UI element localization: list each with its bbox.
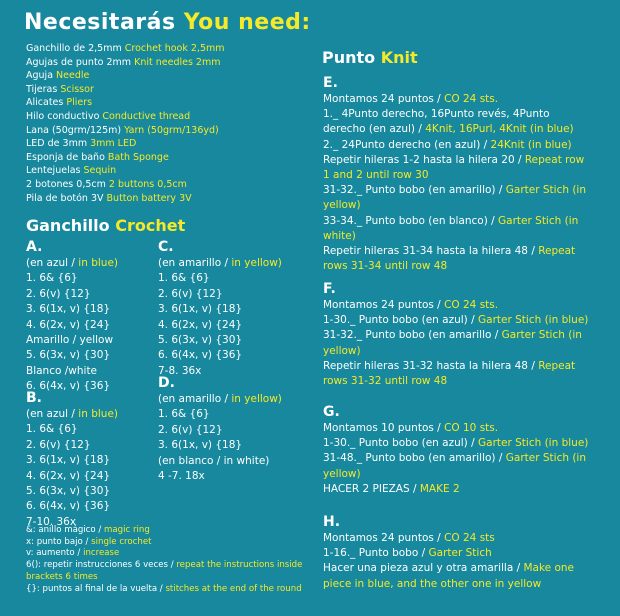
- pattern-row: 2. 6(v) {12}: [158, 423, 223, 436]
- knit-piece-e: [323, 74, 593, 274]
- pattern-row: 5. 6(3x, v) {30}: [26, 485, 111, 498]
- material-item: Agujas de punto 2mm Knit needles 2mm: [26, 56, 221, 68]
- material-item: Aguja Needle: [26, 70, 90, 82]
- material-item: Tijeras Scissor: [26, 83, 94, 95]
- pattern-row: HACER 2 PIEZAS / MAKE 2: [323, 482, 460, 495]
- pattern-row: 3. 6(1x, v) {18}: [26, 454, 111, 467]
- pattern-row: 4. 6(2x, v) {24}: [26, 318, 111, 331]
- pattern-row: 7-8. 36x: [158, 364, 202, 377]
- pattern-row: 3. 6(1x, v) {18}: [158, 439, 243, 452]
- color-note: Amarillo / yellow: [26, 334, 114, 347]
- pattern-row: 2._ 24Punto derecho (en azul) / 24Knit (in blue): [323, 138, 572, 151]
- crochet-piece-d: [158, 374, 282, 484]
- pattern-row: 1. 6& {6}: [26, 272, 78, 285]
- knit-piece-f: [323, 280, 593, 389]
- color-note: (en blanco / in white): [158, 454, 270, 467]
- page-title: Necesitarás You need:: [24, 10, 311, 35]
- pattern-row: Hacer una pieza azul y otra amarilla / Make one piece in blue, and the other one in yellow: [323, 562, 575, 590]
- pattern-row: Repetir hileras 31-32 hasta la hilera 48 / Repeat rows 31-32 until row 48: [323, 359, 576, 388]
- material-item: Esponja de baño Bath Sponge: [26, 151, 169, 163]
- pattern-row: 6. 6(4x, v) {36}: [26, 380, 111, 393]
- pattern-row: 6. 6(4x, v) {36}: [26, 500, 111, 513]
- pattern-row: Repetir hileras 1-2 hasta la hilera 20 / Repeat row 1 and 2 until row 30: [323, 153, 585, 182]
- pattern-row: 1. 6& {6}: [158, 408, 210, 421]
- pattern-row: 1-30._ Punto bobo (en azul) / Garter Stich (in blue): [323, 437, 589, 450]
- pattern-row: Montamos 24 puntos / CO 24 sts.: [323, 299, 499, 311]
- crochet-piece-b: [26, 389, 118, 530]
- color-note: (en amarillo / in yellow): [158, 257, 282, 269]
- piece-heading: G.: [323, 404, 340, 420]
- materials-list: [26, 42, 311, 205]
- piece-heading: D.: [158, 375, 175, 391]
- pattern-row: 1._ 4Punto derecho, 16Punto revés, 4Punto derecho (en azul) / 4Knit, 16Purl, 4Knit (in blue): [323, 108, 574, 136]
- legend-item: {}: puntos al final de la vuelta / stitches at the end of the round: [26, 583, 302, 594]
- material-item: 2 botones 0,5cm 2 buttons 0,5cm: [26, 178, 187, 190]
- material-item: Alicates Pliers: [26, 97, 93, 109]
- pattern-row: Montamos 24 puntos / CO 24 sts.: [323, 93, 499, 105]
- pattern-row: 4 -7. 18x: [158, 470, 205, 483]
- color-note: Blanco /white: [26, 364, 98, 377]
- pattern-row: Montamos 10 puntos / CO 10 sts.: [323, 422, 499, 434]
- crochet-section-title: Ganchillo Crochet: [26, 216, 186, 235]
- piece-heading: H.: [323, 514, 341, 530]
- pattern-row: 31-32._ Punto bobo (en amarillo / Garter Stich (in yellow): [323, 329, 582, 357]
- material-item: Lana (50grm/125m) Yarn (50grm/136yd): [26, 124, 219, 136]
- legend-item: 6(): repetir instrucciones 6 veces / repeat the instructions inside brackets 6 times: [26, 560, 303, 582]
- pattern-row: Montamos 24 puntos / CO 24 sts: [323, 532, 495, 544]
- pattern-row: 33-34._ Punto bobo (en blanco) / Garter Stich (in white): [323, 214, 579, 242]
- legend-item: v: aumento / increase: [26, 548, 120, 559]
- piece-heading: B.: [26, 390, 42, 406]
- pattern-row: 2. 6(v) {12}: [26, 438, 91, 451]
- material-item: Ganchillo de 2,5mm Crochet hook 2,5mm: [26, 43, 225, 54]
- pattern-row: 5. 6(3x, v) {30}: [26, 349, 111, 362]
- crochet-piece-c: [158, 238, 282, 379]
- pattern-row: 4. 6(2x, v) {24}: [158, 318, 243, 331]
- material-item: Lentejuelas Sequin: [26, 165, 117, 177]
- crochet-piece-a: [26, 238, 118, 395]
- color-note: (en azul / in blue): [26, 257, 118, 269]
- material-item: Pila de botón 3V Button battery 3V: [26, 192, 192, 204]
- pattern-row: 4. 6(2x, v) {24}: [26, 469, 111, 482]
- abbreviation-legend: [26, 525, 316, 595]
- material-item: LED de 3mm 3mm LED: [26, 138, 137, 150]
- piece-heading: F.: [323, 281, 336, 297]
- pattern-row: 31-32._ Punto bobo (en amarillo) / Garter Stich (in yellow): [323, 184, 587, 212]
- legend-item: x: punto bajo / single crochet: [26, 536, 152, 547]
- pattern-row: 7-10. 36x: [26, 515, 77, 528]
- pattern-row: 1. 6& {6}: [26, 423, 78, 436]
- material-item: Hilo conductivo Conductive thread: [26, 110, 191, 122]
- piece-heading: A.: [26, 239, 43, 255]
- color-note: (en amarillo / in yellow): [158, 393, 282, 405]
- pattern-row: 2. 6(v) {12}: [158, 287, 223, 300]
- pattern-row: 31-48._ Punto bobo (en amarillo) / Garter Stich (in yellow): [323, 452, 587, 480]
- pattern-row: 6. 6(4x, v) {36}: [158, 349, 243, 362]
- pattern-row: Repetir hileras 31-34 hasta la hilera 48 / Repeat rows 31-34 until row 48: [323, 245, 576, 273]
- color-note: (en azul / in blue): [26, 408, 118, 420]
- piece-heading: E.: [323, 75, 338, 91]
- piece-heading: C.: [158, 239, 174, 255]
- knit-section-title: Punto Knit: [322, 48, 418, 67]
- pattern-row: 5. 6(3x, v) {30}: [158, 334, 243, 347]
- pattern-row: 2. 6(v) {12}: [26, 287, 91, 300]
- pattern-row: 3. 6(1x, v) {18}: [26, 303, 111, 316]
- knit-piece-g: [323, 403, 593, 497]
- pattern-row: 3. 6(1x, v) {18}: [158, 303, 243, 316]
- pattern-row: 1-16._ Punto bobo / Garter Stich: [323, 547, 492, 560]
- legend-item: &: anillo mágico / magic ring: [26, 525, 150, 535]
- pattern-row: 1-30._ Punto bobo (en azul) / Garter Stich (in blue): [323, 314, 589, 327]
- pattern-row: 1. 6& {6}: [158, 272, 210, 285]
- knit-piece-h: [323, 513, 593, 592]
